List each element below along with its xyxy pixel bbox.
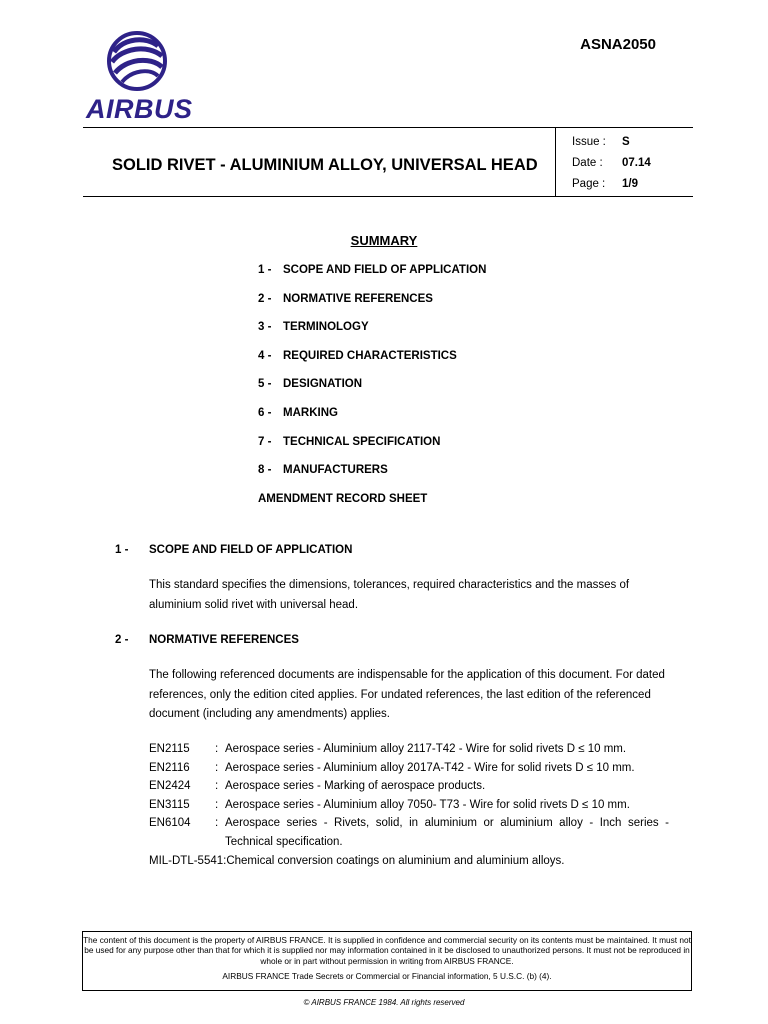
header-bottom-rule [83,196,693,197]
section-1-text: This standard specifies the dimensions, tolerances, required characteristics and the masses of aluminium solid rivet with universal head. [149,579,630,611]
summary-item-label: TERMINOLOGY [283,321,369,334]
airbus-logo-icon [106,30,168,92]
section-title: SCOPE AND FIELD OF APPLICATION [149,544,353,556]
section-title: NORMATIVE REFERENCES [149,634,299,646]
reference-description: Aerospace series - Aluminium alloy 7050- T73 - Wire for solid rivets D ≤ 10 mm. [225,798,630,811]
reference-colon: : [215,743,219,755]
airbus-logo-text: AIRBUS [86,94,193,124]
section-number: 2 - [115,634,129,646]
section-2-heading [115,634,299,646]
summary-item-number: 2 - [258,292,272,305]
reference-code: EN2115 [149,743,190,755]
summary-item-label: SCOPE AND FIELD OF APPLICATION [283,264,487,276]
summary-item [258,321,486,350]
reference-colon: : [215,761,219,774]
reference-colon: : [215,780,219,793]
summary-item-label: MARKING [283,406,338,419]
reference-description: Aerospace series - Aluminium alloy 2117-T42 - Wire for solid rivets D ≤ 10 mm. [225,743,627,755]
mil-reference: MIL-DTL-5541:Chemical conversion coatings on aluminium and aluminium alloys. [149,854,565,867]
summary-item-label: DESIGNATION [283,378,363,391]
header-divider [555,128,556,196]
issue-label: Issue : [572,136,606,148]
summary-item-label: NORMATIVE REFERENCES [283,292,433,305]
reference-description: Aerospace series - Rivets, solid, in aluminium or aluminium alloy - Inch series - Technical specification. [225,817,669,848]
summary-item [258,436,486,465]
reference-code: EN2424 [149,780,191,793]
reference-code: EN2116 [149,761,190,774]
summary-item [258,407,486,436]
header-top-rule [83,127,693,128]
section-number: 1 - [115,544,129,556]
trade-secrets-text: AIRBUS FRANCE Trade Secrets or Commercial or Financial information, 5 U.S.C. (b) (4). [222,971,552,982]
summary-item-number: 7 - [258,435,272,448]
reference-colon: : [215,817,219,830]
summary-item [258,378,486,407]
reference-code: EN3115 [149,798,190,811]
summary-item [258,264,486,293]
summary-item-label: REQUIRED CHARACTERISTICS [283,349,457,362]
summary-heading: SUMMARY [350,233,418,248]
reference-code: EN6104 [149,817,191,830]
reference-description: Aerospace series - Marking of aerospace products. [225,780,486,793]
summary-item-number: 6 - [258,406,272,419]
page-value: 1/9 [622,178,638,190]
summary-item-label: MANUFACTURERS [283,464,388,477]
summary-item-number: 3 - [258,321,272,334]
section-1-heading [115,544,352,556]
reference-list [149,740,669,870]
summary-item [258,293,486,322]
reference-description: Aerospace series - Aluminium alloy 2017A-T42 - Wire for solid rivets D ≤ 10 mm. [225,761,635,774]
reference-row [149,777,669,796]
confidentiality-notice [82,931,692,991]
page-label: Page : [572,178,606,190]
summary-item-label: TECHNICAL SPECIFICATION [283,435,441,448]
summary-list [258,264,486,521]
reference-row [149,740,669,759]
summary-item [258,350,486,379]
document-number: ASNA2050 [580,36,656,53]
summary-item-number: 5 - [258,378,272,391]
reference-row [149,796,669,815]
reference-row [149,814,669,851]
reference-row [149,759,669,778]
confidentiality-text: The content of this document is the property of AIRBUS FRANCE. It is supplied in confidence and commercial security on its contents must be maintained. It must not be used for any purpose other than that for which it is supplied nor may information contained in it be disclosed to unauthorized persons. It must not be reproduced in whole or in part without permission in writing from AIRBUS FRANCE. [83,935,691,966]
summary-item-number: 8 - [258,464,272,477]
reference-row-mil [149,852,669,871]
date-label: Date : [572,157,603,169]
summary-item-amendment [258,493,486,522]
summary-item-number: 4 - [258,349,272,362]
copyright-text: © AIRBUS FRANCE 1984. All rights reserved [303,998,465,1007]
summary-item-label: AMENDMENT RECORD SHEET [258,492,428,505]
summary-item [258,464,486,493]
section-2-text: The following referenced documents are indispensable for the application of this document. For dated references, only the edition cited applies. For undated references, the last edition of the referenced document (including any amendments) applies. [149,669,665,720]
document-title: SOLID RIVET - ALUMINIUM ALLOY, UNIVERSAL HEAD [112,156,538,174]
issue-value: S [622,136,630,148]
date-value: 07.14 [622,157,651,169]
reference-colon: : [215,798,219,811]
summary-item-number: 1 - [258,264,272,276]
